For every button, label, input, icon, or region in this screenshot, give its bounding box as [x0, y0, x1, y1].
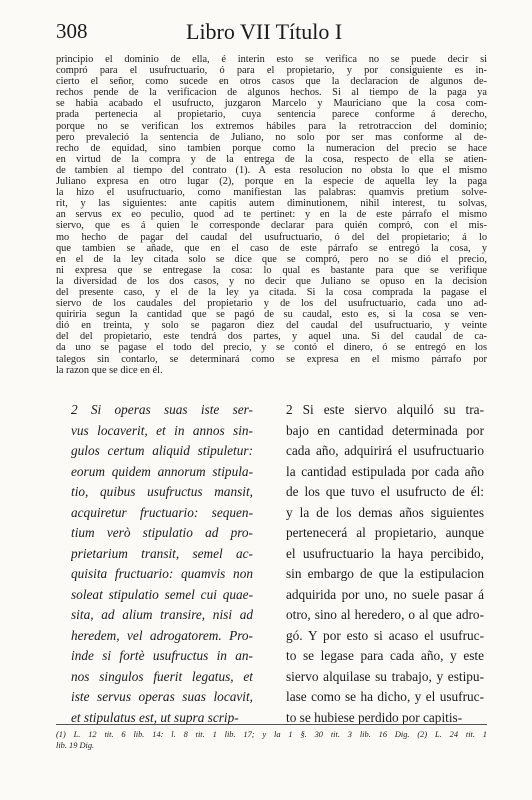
latin-line: iste servus operas suas locavit,	[71, 689, 253, 704]
latin-line: soleat stipulatio semel cui quae-	[71, 586, 253, 602]
text-line: compró para el usufructuario, ó para el propietario, y por consiguiente es in-	[56, 65, 487, 77]
commentary-text	[56, 54, 487, 376]
spanish-line: cada año, adquirirá el usufructuario	[286, 443, 484, 458]
text-line: recho de equidad, sino tambien porque como la numeracion del precio se hace	[56, 142, 487, 154]
text-line: porque no se verifican los extremos hábiles para la retrotraccion del dominio;	[56, 120, 487, 132]
text-line: rit, y las siguientes: ante capitis autem diminutionem, nihil interest, tu solvas,	[56, 198, 487, 210]
text-line: en virtud de la compra y de la entrega de la cosa, respecto de ella se atien-	[56, 153, 487, 165]
running-title: Libro VII Título I	[186, 19, 343, 44]
latin-line: et stipulatus est, ut supra scrip-	[71, 709, 239, 725]
footnotes	[56, 729, 487, 751]
text-line: talegos sin contarlo, se determinará como se expresa en el mismo párrafo por	[56, 353, 487, 365]
text-line: se habia acabado el usufructo, juzgaron Marcelo y Mauriciano que la cosa com-	[56, 98, 487, 110]
latin-line: 2 Si operas suas iste ser-	[71, 402, 253, 417]
spanish-line: de los que tuvo el usufructo de él:	[286, 484, 484, 499]
footnote-rule	[56, 724, 487, 725]
text-line: dió en treinta, y solo se pagaron diez del caudal del usufructuario, y veinte	[56, 320, 487, 332]
text-line: ni expresa que se entregase la cosa: lo qual es bastante para que se verifique	[56, 264, 487, 276]
spanish-translation-column	[286, 400, 484, 728]
latin-line: heredem, vel adrogatorem. Pro-	[71, 627, 253, 643]
latin-line: inde si fortè usufructus in an-	[71, 648, 253, 663]
latin-line: sita, ad alium transire, nisi ad	[71, 607, 253, 622]
text-line: cierto el señor, como sucede en otros casos que la declaracion de algunos de-	[56, 76, 487, 88]
latin-line: prietarium transit, semel ac-	[71, 545, 253, 561]
spanish-line: to se hubiese perdido por capitis-	[286, 709, 463, 725]
spanish-line: adquirida por uno, no suele pasar á	[286, 586, 484, 602]
latin-text-column	[71, 400, 253, 728]
text-line: principio el dominio de ella, é interin esto se verifica no se puede decir si	[56, 54, 487, 65]
latin-line: tio, quibus usufructus mansit,	[71, 484, 253, 499]
text-line: Juliano expresa en otro lugar (2), porque en la especie de aquella ley la paga	[56, 176, 487, 188]
spanish-line: pertenecerá al propietario, aunque	[286, 525, 484, 540]
latin-line: quisita fructuario: quamvis non	[71, 566, 253, 581]
text-line: la diversidad de los dos casos, y no decir que Juliano se opuso en la decision	[56, 275, 487, 287]
text-line: que tambien se añade, que en el caso de este párrafo se entregó la cosa, y	[56, 242, 487, 254]
text-line: del del propietario, este tendrá dos partes, y aquel una. Si del caudal de ca-	[56, 331, 487, 343]
text-line: quiriria segun la cantidad que se pagó de su caudal, esto es, si la cosa se ven-	[56, 309, 487, 321]
spanish-line: y la de los demas años siguientes	[286, 504, 484, 520]
latin-line: vus locaverit, et in annos sin-	[71, 422, 253, 438]
text-line: la razon que se dice en él.	[56, 364, 163, 376]
footnote-line: (1) L. 12 tit. 6 lib. 14: l. 8 tit. 1 lib. 17; y la 1 §. 30 tit. 3 lib. 16 Dig. (2) L. 24 tit. 1	[56, 730, 487, 739]
latin-line: tium verò stipulatio ad pro-	[71, 525, 253, 540]
spanish-line: 2 Si este siervo alquiló su tra-	[286, 402, 484, 417]
spanish-line: gó. Y por esto si acaso el usufruc-	[286, 627, 484, 643]
text-line: an servus ex eo peculio, quod ad te pertinet: y en la de este párrafo el mismo	[56, 209, 487, 221]
latin-line: acquiretur fructuario: sequen-	[71, 504, 253, 520]
text-line: pero prevaleció la sentencia de Juliano, no solo por ser mas conforme al de-	[56, 131, 487, 143]
latin-line: eorum quidem annorum stipula-	[71, 463, 253, 479]
footnote-line: lib. 19 Dig.	[56, 741, 95, 750]
latin-line: nos singulos fuerit legatus, et	[71, 668, 253, 684]
latin-line: gulos certum aliquid stipuletur:	[71, 443, 253, 458]
text-line: siervo, que es á quien le corresponde declarar para quién compró, con el mis-	[56, 220, 487, 232]
spanish-line: el usufructuario la haya percibido,	[286, 545, 484, 561]
spanish-line: otro, sino al heredero, o al que adro-	[286, 607, 484, 622]
spanish-line: sin embargo de que la estipulacion	[286, 566, 484, 581]
text-line: da uno se pagase el todo del precio, y se contó el dinero, ó se entregó en los	[56, 342, 487, 354]
spanish-line: bajo en cantidad determinada por	[286, 422, 484, 438]
running-header	[56, 19, 487, 45]
text-line: de tambien al tiempo del contrato (1). A esta resolucion no obsta lo que el mismo	[56, 164, 487, 176]
text-line: siervo de los caudales del propietario y de los del usufructuario, cada uno ad-	[56, 298, 487, 310]
text-line: mo hecho de pagar del caudal del usufructuario, ó del del propietario; á lo	[56, 231, 487, 243]
spanish-line: lase como se ha dicho, y el usufruc-	[286, 689, 484, 704]
spanish-line: to se legase para cada año, y este	[286, 648, 484, 663]
text-line: rechos pende de la verificacion de algunos hechos. Si al tiempo de la paga ya	[56, 87, 487, 99]
text-line: prada pertenecia al propietario, cuya sentencia parece conforme á derecho,	[56, 109, 487, 121]
text-line: la hizo el usufructuario, como manifiestan las palabras: quamvis pretium solve-	[56, 187, 487, 199]
spanish-line: siervo alquilase su trabajo, y estipu-	[286, 668, 484, 684]
text-line: en el de la ley citada solo se dice que se compró, pero no se dió el precio,	[56, 253, 487, 265]
page-number: 308	[56, 19, 88, 43]
text-line: del presente caso, y el de la ley ya citada. Si la cosa comprada la pagase el	[56, 286, 487, 298]
spanish-line: la cantidad estipulada por cada año	[286, 463, 484, 479]
